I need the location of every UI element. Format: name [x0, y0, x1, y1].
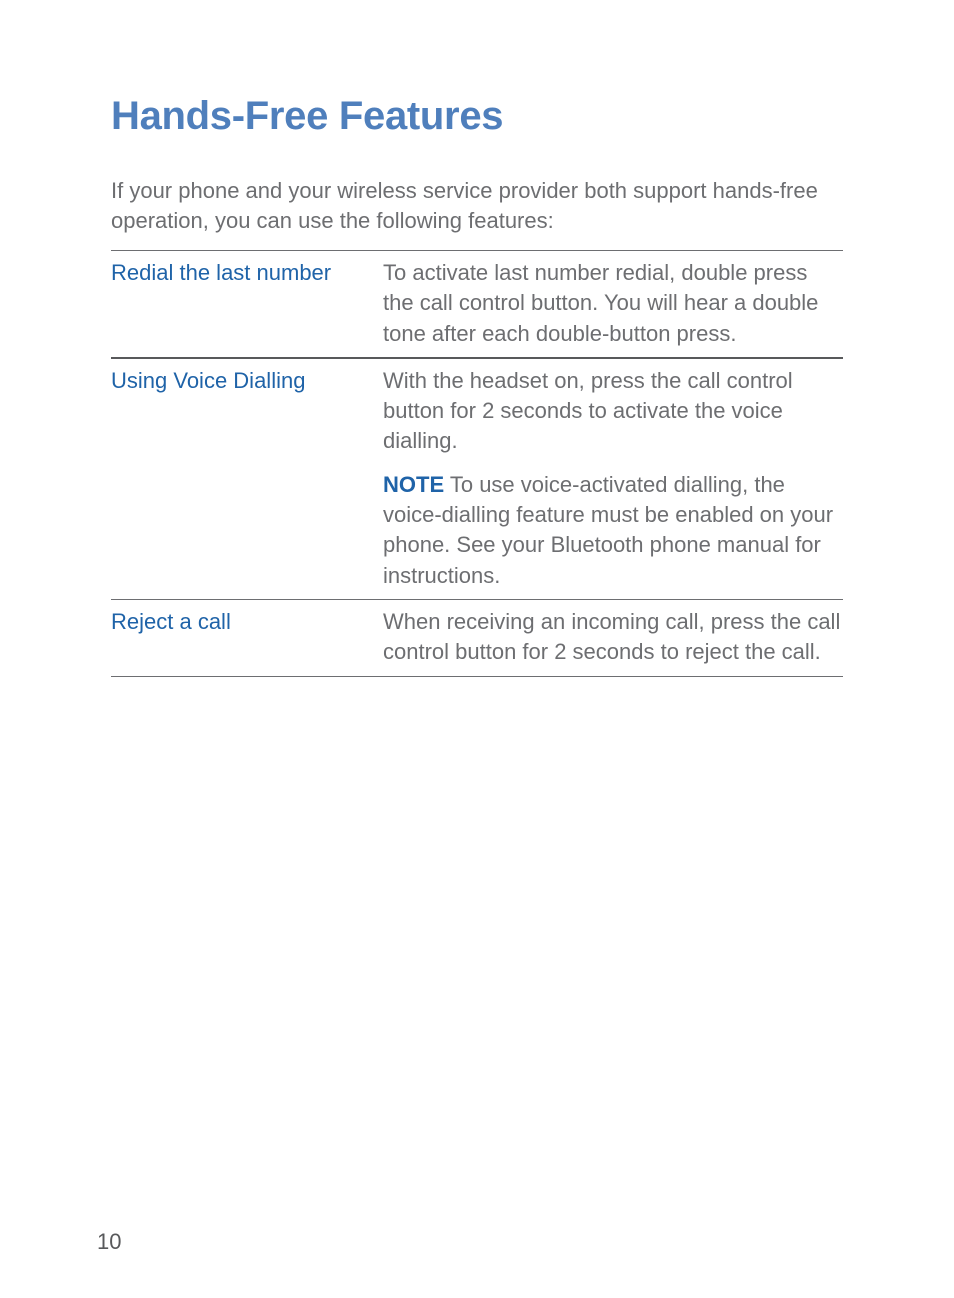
description-text: When receiving an incoming call, press the call control button for 2 seconds to reject the call. [383, 608, 841, 665]
page-title: Hands-Free Features [111, 94, 504, 138]
note-text: To use voice-activated dialling, the voice-dialling feature must be enabled on your phone. See your Bluetooth phone manual for instructions. [383, 471, 834, 588]
page-number: 10 [97, 1229, 122, 1254]
feature-description-redial [383, 251, 843, 357]
feature-description-reject-call [383, 600, 843, 676]
description-text: To activate last number redial, double press the call control button. You will hear a double tone after each double-button press. [383, 260, 819, 346]
intro-paragraph: If your phone and your wireless service provider both support hands-free operation, you can use the following features: [111, 178, 818, 233]
note-label: NOTE [383, 471, 445, 497]
feature-name-voice-dialling: Using Voice Dialling [111, 367, 306, 393]
feature-row-reject-call [111, 600, 843, 677]
feature-name-reject-call: Reject a call [111, 608, 231, 634]
feature-name-redial: Redial the last number [111, 260, 332, 285]
features-table [111, 250, 843, 677]
feature-row-redial [111, 251, 843, 359]
description-text: With the headset on, press the call control button for 2 seconds to activate the voice dialling. [383, 367, 793, 454]
feature-row-voice-dialling [111, 359, 843, 600]
note-paragraph [383, 470, 843, 591]
feature-description-voice-dialling [383, 359, 843, 599]
